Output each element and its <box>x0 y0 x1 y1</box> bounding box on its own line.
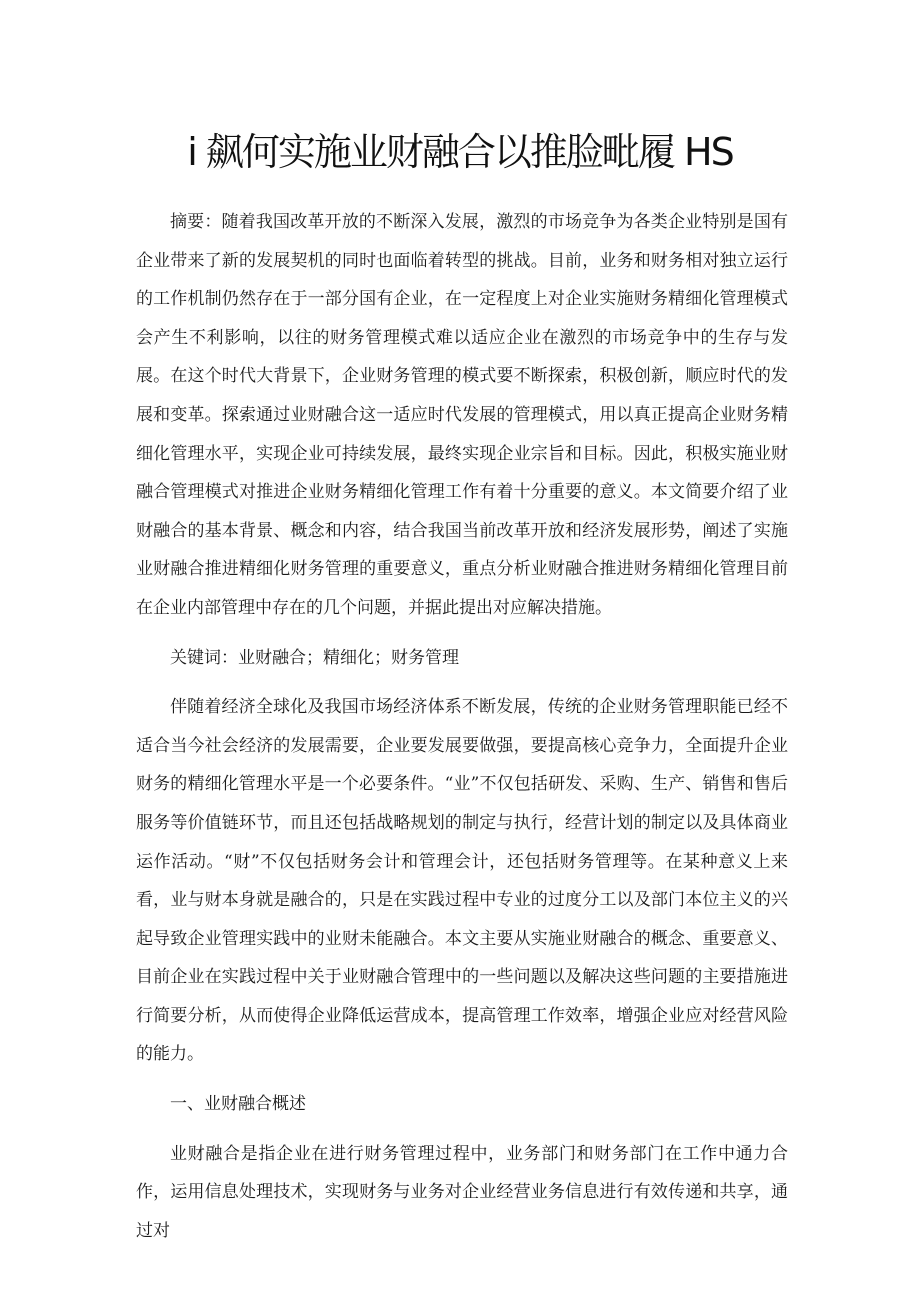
document-body <box>136 203 788 1250</box>
abstract-paragraph: 摘要：随着我国改革开放的不断深入发展，激烈的市场竞争为各类企业特别是国有企业带来了新的发展契机的同时也面临着转型的挑战。目前，业务和财务相对独立运行的工作机制仍然存在于一部分国有企业，在一定程度上对企业实施财务精细化管理模式会产生不利影响，以往的财务管理模式难以适应企业在激烈的市场竞争中的生存与发展。在这个时代大背景下，企业财务管理的模式要不断探索，积极创新，顺应时代的发展和变革。探索通过业财融合这一适应时代发展的管理模式，用以真正提高企业财务精细化管理水平，实现企业可持续发展，最终实现企业宗旨和目标。因此，积极实施业财融合管理模式对推进企业财务精细化管理工作有着十分重要的意义。本文简要介绍了业财融合的基本背景、概念和内容，结合我国当前改革开放和经济发展形势，阐述了实施业财融合推进精细化财务管理的重要意义，重点分析业财融合推进财务精细化管理目前在企业内部管理中存在的几个问题，并据此提出对应解决措施。 <box>136 212 788 618</box>
paragraph-gap <box>136 628 788 639</box>
section-heading: 一、业财融合概述 <box>170 1094 306 1115</box>
paragraph-gap <box>136 1074 788 1085</box>
paragraph-gap <box>136 1124 788 1135</box>
intro-paragraph: 伴随着经济全球化及我国市场经济体系不断发展，传统的企业财务管理职能已经不适合当今社会经济的发展需要，企业要发展要做强，要提高核心竞争力，全面提升企业财务的精细化管理水平是一个必要条件。“业”不仅包括研发、采购、生产、销售和售后服务等价值链环节，而且还包括战略规划的制定与执行，经营计划的制定以及具体商业运作活动。“财”不仅包括财务会计和管理会计，还包括财务管理等。在某种意义上来看，业与财本身就是融合的，只是在实践过程中专业的过度分工以及部门本位主义的兴起导致企业管理实践中的业财未能融合。本文主要从实施业财融合的概念、重要意义、目前企业在实践过程中关于业财融合管理中的一些问题以及解决这些问题的主要措施进行简要分析，从而使得企业降低运营成本，提高管理工作效率，增强企业应对经营风险的能力。 <box>136 697 788 1065</box>
paragraph-gap <box>136 677 788 688</box>
keywords-line: 关键词：业财融合；精细化；财务管理 <box>170 647 459 668</box>
section-paragraph: 业财融合是指企业在进行财务管理过程中，业务部门和财务部门在工作中通力合作，运用信息处理技术，实现财务与业务对企业经营业务信息进行有效传递和共享，通过对 <box>136 1143 788 1241</box>
document-title: i 飙何实施业财融合以推脸毗履 HS <box>187 130 733 174</box>
